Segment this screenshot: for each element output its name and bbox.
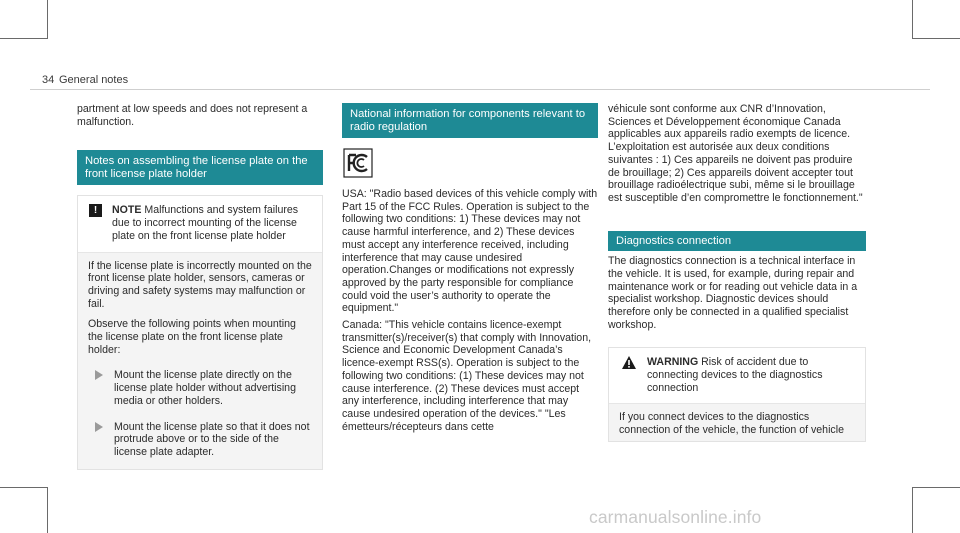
instruction-step xyxy=(88,421,312,459)
crop-mark xyxy=(912,38,960,39)
note-box xyxy=(77,195,323,469)
crop-mark xyxy=(47,487,48,533)
step-text: Mount the license plate directly on the license plate holder without advertising media or other holders. xyxy=(114,369,296,407)
french-paragraph: véhicule sont conforme aux CNR d’Innovation, Sciences et Développement économique Canada applicables aux appareils radio exempts de licence. L’exploitation est autorisée aux deux conditions suivantes : 1) Ces appareils ne doivent pas produire de brouillage; 2) Ces appareils doivent accepter tout brouillage radioélectrique subi, même si le brouillage est susceptible d’en compromettre le fonctionnement." xyxy=(608,103,863,204)
fcc-logo-icon xyxy=(343,148,373,178)
column-1 xyxy=(77,103,323,470)
note-label: NOTE xyxy=(112,204,142,217)
crop-mark xyxy=(47,0,48,39)
column-2 xyxy=(342,103,598,433)
arrow-right-icon xyxy=(95,370,103,380)
section-title: General notes xyxy=(59,74,129,86)
warning-title: Risk of accident due to connecting devices to the diagnostics connection xyxy=(647,356,823,394)
exclamation-icon: ! xyxy=(89,204,102,217)
usa-paragraph: USA: "Radio based devices of this vehicle comply with Part 15 of the FCC Rules. Operation is subject to the following two conditions: 1) These devices may not cause harmful interference, and 2) These devices must accept any interference received, including interference that may cause undesired operation.Changes or modifications not expressly approved by the party responsible for compliance could void the user’s authority to operate the equipment." xyxy=(342,188,598,315)
warning-header xyxy=(609,348,865,403)
instruction-step xyxy=(88,369,312,407)
note-title: Malfunctions and system failures due to incorrect mounting of the license plate on the front license plate holder xyxy=(112,204,299,242)
warning-triangle-icon xyxy=(621,355,637,370)
diagnostics-paragraph: The diagnostics connection is a technical interface in the vehicle. It is used, for example, during repair and maintenance work or for reading out vehicle data in a specialist workshop. Diagnostic devices should therefore only be connected in a qualified specialist workshop. xyxy=(608,255,858,331)
warning-body xyxy=(609,403,865,440)
warning-paragraph: If you connect devices to the diagnostics connection of the vehicle, the function of vehicle xyxy=(619,411,844,437)
step-text: Mount the license plate so that it does not protrude above or to the side of the license plate adapter. xyxy=(114,420,310,458)
diagnostics-heading: Diagnostics connection xyxy=(608,231,866,252)
crop-mark xyxy=(0,38,48,39)
watermark: carmanualsonline.info xyxy=(589,507,762,527)
arrow-right-icon xyxy=(95,422,103,432)
crop-mark xyxy=(912,487,960,488)
license-plate-heading: Notes on assembling the license plate on the front license plate holder xyxy=(77,150,323,185)
canada-paragraph: Canada: "This vehicle contains licence-exempt transmitter(s)/receiver(s) that comply with Innovation, Science and Economic Development Canada’s licence-exempt RSS(s). Operation is subject to the following two conditions: (1) These devices may not cause interference. (2) These devices must accept any interference, including interference that may cause undesired operation of the devices." "Les émetteurs/récepteurs dans cette xyxy=(342,319,592,433)
column-3 xyxy=(608,103,866,442)
note-header xyxy=(78,196,322,251)
intro-paragraph: partment at low speeds and does not represent a malfunction. xyxy=(77,103,308,128)
note-paragraph: Observe the following points when mounting the license plate on the front license plate holder: xyxy=(88,318,296,356)
note-paragraph: If the license plate is incorrectly mounted on the front license plate holder, sensors, cameras or driving and safety systems may malfunction or fail. xyxy=(88,259,312,310)
crop-mark xyxy=(0,487,48,488)
crop-mark xyxy=(912,0,913,39)
header-divider xyxy=(30,89,930,90)
page-number: 34 xyxy=(42,74,55,86)
crop-mark xyxy=(912,487,913,533)
note-body xyxy=(78,252,322,469)
radio-regulation-heading: National information for components relevant to radio regulation xyxy=(342,103,598,138)
warning-box xyxy=(608,347,866,442)
warning-label: WARNING xyxy=(647,356,699,369)
